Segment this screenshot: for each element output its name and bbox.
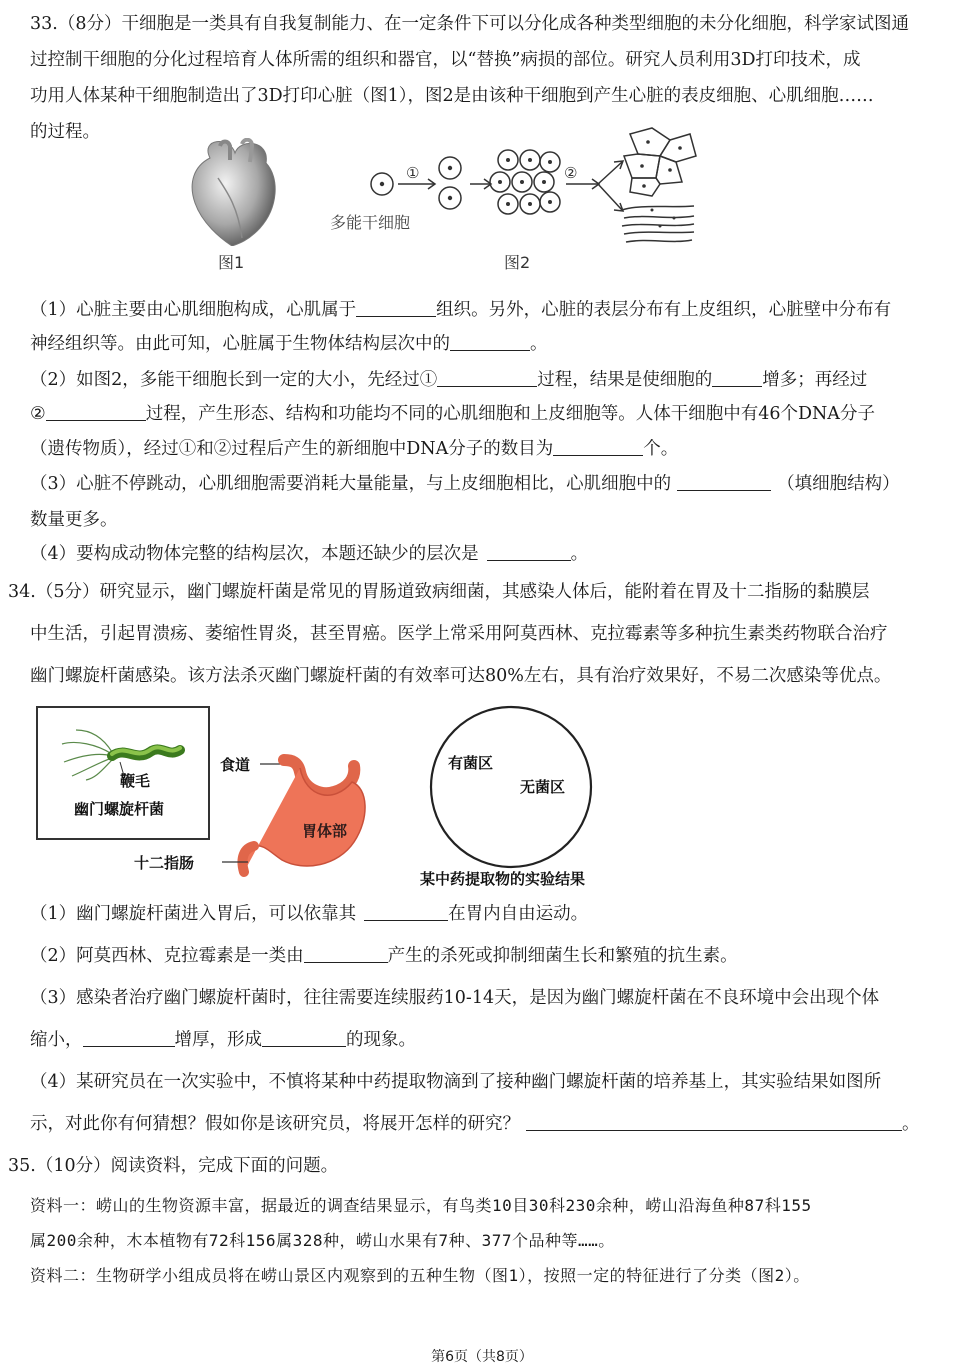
q34-part3-blank-1[interactable]	[83, 1028, 175, 1047]
q33-part4-text-a: （4）要构成动物体完整的结构层次，本题还缺少的层次是	[30, 544, 479, 564]
q33-part2-text-g: 个。	[643, 439, 679, 459]
q33-part1-text-c: 神经组织等。由此可知，心脏属于生物体结构层次中的	[30, 334, 450, 354]
q34-part3-blank-2[interactable]	[262, 1028, 346, 1047]
q33-part1-text-d: 。	[530, 334, 548, 354]
q33-part3-text-a: （3）心脏不停跳动，心肌细胞需要消耗大量能量，与上皮细胞相比，心肌细胞中的	[30, 474, 672, 494]
q33-part1-blank-1[interactable]	[356, 298, 436, 317]
clear-zone-label: 无菌区	[520, 778, 566, 796]
q33-part3-text-b: （填细胞结构）	[777, 474, 900, 494]
q33-part2-blank-1[interactable]	[437, 368, 537, 387]
q34-part3-line-2	[30, 1028, 416, 1052]
q33-text-line-1: 33.（8分）干细胞是一类具有自我复制能力、在一定条件下可以分化成各种类型细胞的未分化细胞，科学家试图通	[30, 14, 909, 34]
stem-cell-differentiation-diagram	[360, 122, 700, 252]
q33-part2-blank-3[interactable]	[46, 402, 146, 421]
q33-part1-line-1	[30, 298, 891, 322]
q33-part1-text-a: （1）心脏主要由心肌细胞构成，心肌属于	[30, 300, 357, 320]
q33-part4-text-b: 。	[570, 544, 589, 564]
q34-text-line-3: 幽门螺旋杆菌感染。该方法杀灭幽门螺旋杆菌的有效率可达80%左右，具有治疗效果好，不易二次感染等优点。	[30, 666, 892, 686]
q34-part1-text-a: （1）幽门螺旋杆菌进入胃后，可以依靠其	[30, 904, 357, 924]
culture-dish-figure	[428, 704, 594, 870]
bacteria-zone-label: 有菌区	[448, 754, 494, 772]
q33-part1-line-2	[30, 332, 548, 356]
q34-text-line-2: 中生活，引起胃溃疡、萎缩性胃炎，甚至胃癌。医学上常采用阿莫西林、克拉霉素等多种抗生素类药物联合治疗	[30, 624, 888, 644]
q34-part4-blank[interactable]	[526, 1112, 902, 1131]
q35-material-2-line: 资料二：生物研学小组成员将在崂山景区内观察到的五种生物（图1），按照一定的特征进行了分类（图2）。	[30, 1266, 810, 1285]
heart-figure	[180, 138, 290, 246]
q33-part2-line-3	[30, 437, 678, 461]
q33-part3-line-2: 数量更多。	[30, 510, 118, 530]
q35-material-1-line-2: 属200余种，木本植物有72科156属328种，崂山水果有7种、377个品种等……。	[30, 1231, 615, 1250]
page-footer: 第6页（共8页）	[431, 1349, 533, 1365]
q34-part3-text-c: 增厚，形成	[174, 1030, 262, 1050]
q34-text-line-1: 34.（5分）研究显示，幽门螺旋杆菌是常见的胃肠道致病细菌，其感染人体后，能附着在胃及十二指肠的黏膜层	[8, 582, 870, 602]
q34-part1-text-b: 在胃内自由运动。	[448, 904, 589, 924]
q33-part1-blank-2[interactable]	[450, 332, 530, 351]
q34-part3-text-d: 的现象。	[346, 1030, 416, 1050]
q33-part2-text-c: 增多；再经过	[762, 370, 868, 390]
q33-part3-blank-1[interactable]	[677, 472, 771, 491]
q33-part2-text-b: 过程，结果是使细胞的	[537, 370, 713, 390]
q33-text-line-4: 的过程。	[30, 122, 100, 142]
q33-text-line-2: 过控制干细胞的分化过程培育人体所需的组织和器官，以“替换”病损的部位。研究人员利用3D打印技术，成	[30, 50, 861, 70]
fig2-caption: 图2	[504, 253, 531, 272]
q33-part4-line	[30, 542, 588, 566]
q33-part2-blank-2[interactable]	[712, 368, 762, 387]
stomach-body-label: 胃体部	[302, 822, 348, 840]
q33-part2-text-f: （遗传物质），经过①和②过程后产生的新细胞中DNA分子的数目为	[30, 439, 554, 459]
q34-part2-text-b: 产生的杀死或抑制细菌生长和繁殖的抗生素。	[387, 946, 738, 966]
flagellum-label: 鞭毛	[120, 772, 151, 790]
q35-title-line: 35.（10分）阅读资料，完成下面的问题。	[8, 1156, 339, 1176]
q35-material-1-line-1: 资料一：崂山的生物资源丰富，据最近的调查结果显示，有鸟类10目30科230余种，崂山沿海鱼种87科155	[30, 1196, 812, 1215]
q33-part2-text-a: （2）如图2，多能干细胞长到一定的大小，先经过①	[30, 370, 438, 390]
fig1-caption: 图1	[218, 253, 245, 272]
bacterium-name-label: 幽门螺旋杆菌	[74, 800, 165, 818]
q34-part2-line	[30, 944, 738, 968]
q33-part2-line-2	[30, 402, 875, 426]
q33-part2-text-e: 过程，产生形态、结构和功能均不同的心肌细胞和上皮细胞等。人体干细胞中有46个DNA分子	[145, 404, 875, 424]
q33-part1-text-b: 组织。另外，心脏的表层分布有上皮组织，心脏壁中分布有	[436, 300, 892, 320]
q33-part2-blank-4[interactable]	[553, 437, 643, 456]
esophagus-label: 食道	[220, 756, 251, 774]
q34-part4-text-c: 。	[902, 1114, 920, 1134]
q33-part4-blank-1[interactable]	[487, 542, 571, 561]
q34-part1-blank[interactable]	[364, 902, 448, 921]
q34-part4-text-b: 示，对此你有何猜想？假如你是该研究员，将展开怎样的研究？	[30, 1114, 520, 1134]
q34-part2-text-a: （2）阿莫西林、克拉霉素是一类由	[30, 946, 304, 966]
q34-part4-line-1: （4）某研究员在一次实验中，不慎将某种中药提取物滴到了接种幽门螺旋杆菌的培养基上，其实验结果如图所	[30, 1072, 882, 1092]
q33-part2-text-d: ②	[30, 404, 46, 424]
fig2-stem-cell-label: 多能干细胞	[330, 213, 411, 232]
q34-part3-text-b: 缩小，	[30, 1030, 83, 1050]
fig2-step-2-marker: ②	[564, 164, 578, 182]
dish-caption: 某中药提取物的实验结果	[420, 870, 586, 888]
q33-part2-line-1	[30, 368, 867, 392]
q33-part3-line-1	[30, 472, 900, 496]
q34-part4-line-2	[30, 1112, 920, 1136]
duodenum-label: 十二指肠	[134, 854, 195, 872]
fig2-step-1-marker: ①	[406, 164, 420, 182]
q34-part1-line	[30, 902, 588, 926]
q34-part3-line-1: （3）感染者治疗幽门螺旋杆菌时，往往需要连续服药10-14天，是因为幽门螺旋杆菌在不良环境中会出现个体	[30, 988, 880, 1008]
q34-part2-blank[interactable]	[304, 944, 388, 963]
q33-text-line-3: 功用人体某种干细胞制造出了3D打印心脏（图1），图2是由该种干细胞到产生心脏的表皮细胞、心肌细胞……	[30, 86, 874, 106]
